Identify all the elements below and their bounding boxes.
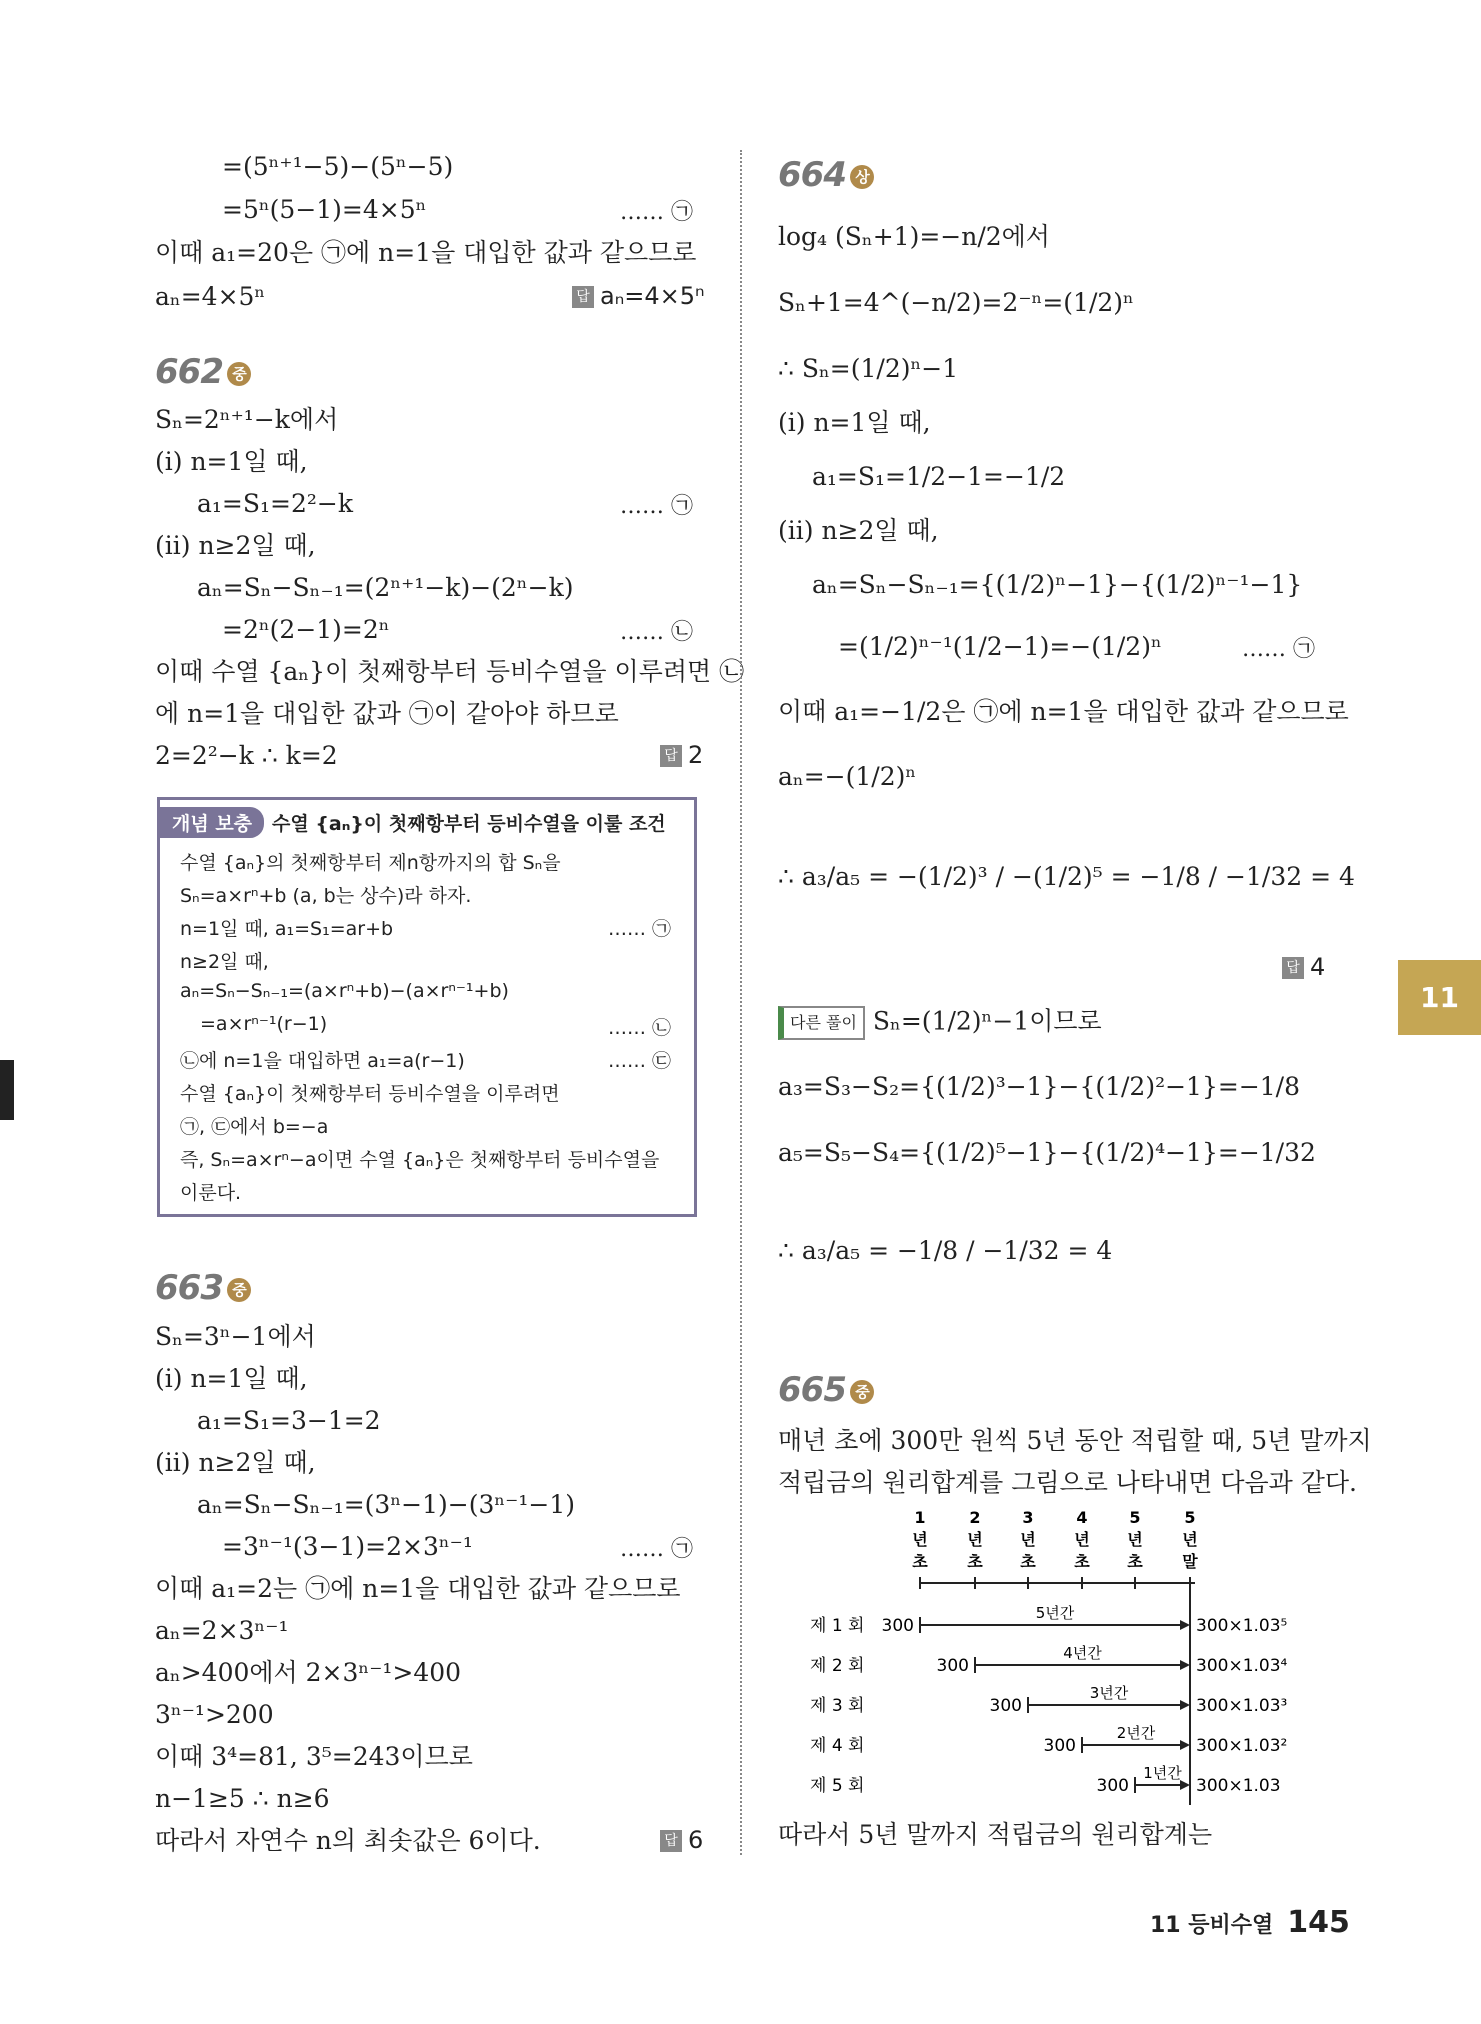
row-label: 제 3 회 — [810, 1696, 865, 1716]
text-line: (ⅰ) n=1일 때, — [778, 408, 931, 437]
level-badge: 상 — [850, 165, 874, 189]
eq-line: aₙ=Sₙ−Sₙ₋₁=(2ⁿ⁺¹−k)−(2ⁿ−k) — [197, 573, 574, 602]
concept-line: aₙ=Sₙ−Sₙ₋₁=(a×rⁿ+b)−(a×rⁿ⁻¹+b) — [180, 980, 509, 1002]
eq-line: ∴ a₃/a₅ = −1/8 / −1/32 = 4 — [778, 1236, 1113, 1265]
text-line: Sₙ=3ⁿ−1에서 — [155, 1322, 316, 1351]
concept-badge: 개념 보충 — [160, 807, 264, 838]
row-result: 300×1.03⁴ — [1196, 1656, 1288, 1676]
row-arrow-head — [1180, 1740, 1190, 1750]
level-badge: 중 — [227, 362, 251, 386]
page-number: 145 — [1287, 1905, 1350, 1940]
eq-tag: …… ㉠ — [620, 200, 693, 225]
concept-line: ㉡에 n=1을 대입하면 a₁=a(r−1) — [180, 1050, 465, 1072]
timeline-header: 5 — [1184, 1508, 1196, 1527]
timeline-header: 2 — [969, 1508, 981, 1527]
row-arrow-head — [1180, 1700, 1190, 1710]
alt-solution-badge: 다른 풀이 — [778, 1006, 865, 1040]
row-duration: 2년간 — [1116, 1724, 1156, 1742]
timeline-header: 년 — [912, 1530, 928, 1549]
row-result: 300×1.03⁵ — [1196, 1616, 1288, 1636]
concept-line: n=1일 때, a₁=S₁=ar+b — [180, 918, 394, 940]
answer: 답 aₙ=4×5ⁿ — [572, 282, 705, 310]
chapter-tab: 11 — [1398, 960, 1481, 1035]
row-result: 300×1.03 — [1196, 1776, 1281, 1796]
timeline-header: 말 — [1182, 1552, 1198, 1571]
concept-line: 이룬다. — [180, 1182, 242, 1204]
row-amount: 300 — [881, 1616, 914, 1636]
eq-line: 2=2²−k ∴ k=2 — [155, 741, 338, 770]
text-line: 이때 a₁=2는 ㉠에 n=1을 대입한 값과 같으므로 — [155, 1574, 681, 1603]
concept-tag: …… ㉠ — [608, 918, 672, 940]
text-line: 이때 3⁴=81, 3⁵=243이므로 — [155, 1742, 473, 1771]
row-arrow-head — [1180, 1620, 1190, 1630]
timeline-header: 년 — [1020, 1530, 1036, 1549]
row-label: 제 5 회 — [810, 1776, 865, 1796]
answer-badge: 답 — [660, 745, 682, 767]
text-line: 매년 초에 300만 원씩 5년 동안 적립할 때, 5년 말까지 — [778, 1426, 1372, 1455]
concept-line: 즉, Sₙ=a×rⁿ−a이면 수열 {aₙ}은 첫째항부터 등비수열을 — [180, 1149, 660, 1171]
eq-tag: …… ㉡ — [620, 620, 693, 645]
timeline-header: 3 — [1022, 1508, 1034, 1527]
text-line: 이때 a₁=20은 ㉠에 n=1을 대입한 값과 같으므로 — [155, 238, 697, 267]
concept-header — [160, 807, 666, 837]
timeline-header: 초 — [1074, 1552, 1090, 1571]
eq-line: =5ⁿ(5−1)=4×5ⁿ — [222, 195, 427, 224]
text-line: 적립금의 원리합계를 그림으로 나타내면 다음과 같다. — [778, 1468, 1357, 1497]
text-line: Sₙ=2ⁿ⁺¹−k에서 — [155, 405, 339, 434]
concept-line: 수열 {aₙ}이 첫째항부터 등비수열을 이루려면 — [180, 1083, 560, 1105]
side-text — [0, 1663, 3, 2023]
eq-line: n−1≥5 ∴ n≥6 — [155, 1784, 330, 1813]
eq-line: =(1/2)ⁿ⁻¹(1/2−1)=−(1/2)ⁿ — [838, 632, 1162, 661]
text-line: 이때 a₁=−1/2은 ㉠에 n=1을 대입한 값과 같으므로 — [778, 697, 1349, 726]
row-amount: 300 — [1043, 1736, 1076, 1756]
text-line: (ⅰ) n=1일 때, — [155, 447, 308, 476]
timeline-header: 초 — [1127, 1552, 1143, 1571]
timeline-header: 5 — [1129, 1508, 1141, 1527]
eq-line: aₙ=−(1/2)ⁿ — [778, 762, 917, 791]
answer-badge: 답 — [660, 1830, 682, 1852]
timeline-header: 4 — [1076, 1508, 1088, 1527]
row-amount: 300 — [936, 1656, 969, 1676]
row-label: 제 1 회 — [810, 1616, 865, 1636]
eq-tag: …… ㉠ — [620, 1537, 693, 1562]
problem-number-664: 664 상 — [778, 155, 874, 195]
timeline-header: 초 — [1020, 1552, 1036, 1571]
eq-line: a₁=S₁=1/2−1=−1/2 — [812, 462, 1066, 491]
eq-line: ∴ a₃/a₅ = −(1/2)³ / −(1/2)⁵ = −1/8 / −1/32 = 4 — [778, 862, 1355, 891]
concept-line: 수열 {aₙ}의 첫째항부터 제n항까지의 합 Sₙ을 — [180, 852, 561, 874]
timeline-header: 초 — [912, 1552, 928, 1571]
eq-line: aₙ=4×5ⁿ — [155, 282, 266, 311]
concept-tag: …… ㉢ — [608, 1050, 672, 1072]
concept-line: Sₙ=a×rⁿ+b (a, b는 상수)라 하자. — [180, 885, 472, 907]
eq-line: a₅=S₅−S₄={(1/2)⁵−1}−{(1/2)⁴−1}=−1/32 — [778, 1138, 1316, 1167]
eq-line: a₃=S₃−S₂={(1/2)³−1}−{(1/2)²−1}=−1/8 — [778, 1072, 1300, 1101]
row-duration: 5년간 — [1035, 1604, 1075, 1622]
footer-chapter: 11 등비수열 — [1150, 1913, 1274, 1938]
row-amount: 300 — [989, 1696, 1022, 1716]
eq-line: 3ⁿ⁻¹>200 — [155, 1700, 274, 1729]
text-line: 따라서 5년 말까지 적립금의 원리합계는 — [778, 1820, 1213, 1849]
footer — [1150, 1905, 1350, 1940]
eq-line: =(5ⁿ⁺¹−5)−(5ⁿ−5) — [222, 152, 454, 181]
text-line: (ⅰ) n=1일 때, — [155, 1364, 308, 1393]
side-marker — [0, 1060, 14, 1120]
answer: 답 2 — [660, 741, 703, 769]
eq-line: a₁=S₁=3−1=2 — [197, 1406, 381, 1435]
eq-line: log₄ (Sₙ+1)=−n/2에서 — [778, 222, 1050, 251]
concept-tag: …… ㉡ — [608, 1017, 672, 1039]
row-result: 300×1.03³ — [1196, 1696, 1288, 1716]
eq-tag: …… ㉠ — [1242, 637, 1315, 662]
row-result: 300×1.03² — [1196, 1736, 1288, 1756]
text-line: 따라서 자연수 n의 최솟값은 6이다. — [155, 1826, 541, 1855]
answer: 답 4 — [1282, 953, 1325, 981]
level-badge: 중 — [227, 1278, 251, 1302]
row-label: 제 2 회 — [810, 1656, 865, 1676]
level-badge: 중 — [850, 1380, 874, 1404]
timeline-header: 년 — [1074, 1530, 1090, 1549]
text-line: 이때 수열 {aₙ}이 첫째항부터 등비수열을 이루려면 ㉡ — [155, 657, 745, 686]
text-line: 에 n=1을 대입한 값과 ㉠이 같아야 하므로 — [155, 699, 619, 728]
concept-line: =a×rⁿ⁻¹(r−1) — [200, 1013, 328, 1035]
row-amount: 300 — [1096, 1776, 1129, 1796]
eq-line: =3ⁿ⁻¹(3−1)=2×3ⁿ⁻¹ — [222, 1532, 473, 1561]
eq-line: =2ⁿ(2−1)=2ⁿ — [222, 615, 390, 644]
timeline-header: 초 — [967, 1552, 983, 1571]
problem-number-663: 663 중 — [155, 1268, 251, 1308]
text-line: (ⅱ) n≥2일 때, — [155, 1448, 316, 1477]
timeline-header: 1 — [914, 1508, 926, 1527]
concept-line: ㉠, ㉢에서 b=−a — [180, 1116, 329, 1138]
eq-line: a₁=S₁=2²−k — [197, 489, 353, 518]
row-duration: 3년간 — [1089, 1684, 1129, 1702]
eq-tag: …… ㉠ — [620, 494, 693, 519]
concept-line: n≥2일 때, — [180, 951, 269, 973]
row-arrow-head — [1180, 1660, 1190, 1670]
column-divider — [740, 150, 742, 1855]
row-duration: 1년간 — [1143, 1764, 1182, 1782]
eq-line: ∴ Sₙ=(1/2)ⁿ−1 — [778, 354, 959, 383]
eq-line: Sₙ+1=4^(−n/2)=2⁻ⁿ=(1/2)ⁿ — [778, 288, 1134, 317]
concept-title: 수열 {aₙ}이 첫째항부터 등비수열을 이룰 조건 — [272, 813, 666, 835]
savings-timeline-diagram — [800, 1505, 1320, 1815]
answer: 답 6 — [660, 1826, 703, 1854]
eq-line: aₙ=Sₙ−Sₙ₋₁=(3ⁿ−1)−(3ⁿ⁻¹−1) — [197, 1490, 575, 1519]
text-line: (ⅱ) n≥2일 때, — [155, 531, 316, 560]
timeline-header: 년 — [1127, 1530, 1143, 1549]
problem-number-665: 665 중 — [778, 1370, 874, 1410]
timeline-header: 년 — [967, 1530, 983, 1549]
alt-solution-line: 다른 풀이 Sₙ=(1/2)ⁿ−1이므로 — [778, 1006, 1102, 1040]
eq-line: aₙ>400에서 2×3ⁿ⁻¹>400 — [155, 1658, 462, 1687]
row-label: 제 4 회 — [810, 1736, 865, 1756]
eq-line: aₙ=Sₙ−Sₙ₋₁={(1/2)ⁿ−1}−{(1/2)ⁿ⁻¹−1} — [812, 570, 1303, 599]
answer-badge: 답 — [572, 286, 594, 308]
timeline-header: 년 — [1182, 1530, 1198, 1549]
answer-badge: 답 — [1282, 957, 1304, 979]
row-duration: 4년간 — [1063, 1644, 1102, 1662]
eq-line: aₙ=2×3ⁿ⁻¹ — [155, 1616, 289, 1645]
problem-number-662: 662 중 — [155, 352, 251, 392]
text-line: (ⅱ) n≥2일 때, — [778, 516, 939, 545]
